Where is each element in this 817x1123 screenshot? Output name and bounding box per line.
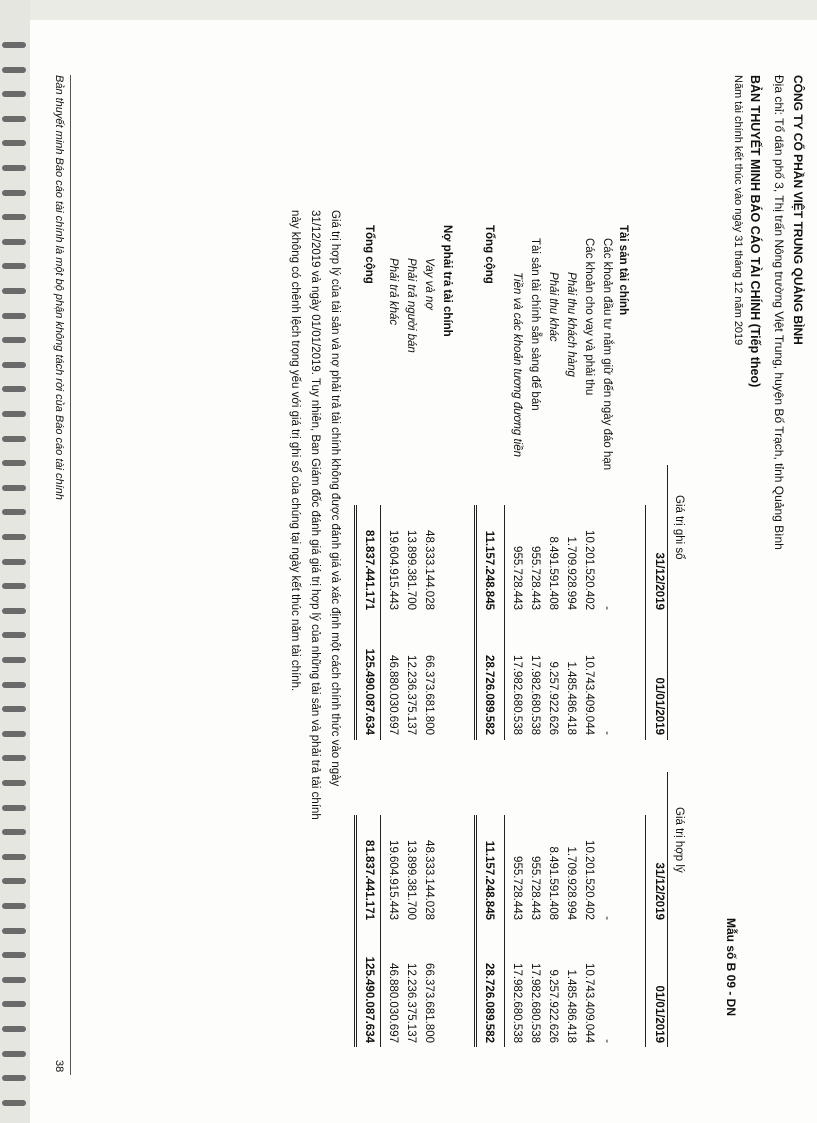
header-rule-fair (645, 815, 646, 1047)
report-title: BẢN THUYẾT MINH BÁO CÁO TÀI CHÍNH (Tiếp theo) (748, 75, 762, 388)
spiral-ring (2, 313, 26, 319)
row-label: Các khoản đầu tư nắm giữ đến ngày đáo hạn (601, 238, 613, 471)
spiral-ring (2, 928, 26, 934)
spiral-ring (2, 190, 26, 196)
spiral-ring (2, 682, 26, 688)
cell-value: 11.157.248.845 (483, 530, 495, 610)
spiral-ring (2, 952, 26, 958)
spiral-ring (2, 559, 26, 565)
row-label: Các khoản cho vay và phải thu (583, 238, 595, 396)
spiral-ring (2, 608, 26, 614)
spiral-ring (2, 854, 26, 860)
spiral-ring (2, 362, 26, 368)
row-label: Vay và nợ (423, 258, 435, 310)
spiral-ring (2, 214, 26, 220)
spiral-ring (2, 411, 26, 417)
row-label: Phải trả khác (387, 258, 399, 326)
spiral-ring (2, 780, 26, 786)
binding-spiral (0, 0, 30, 1123)
spiral-ring (2, 632, 26, 638)
spiral-ring (2, 1026, 26, 1032)
page-edge-shadow (30, 0, 817, 20)
subtotal-rule-book-2 (380, 505, 381, 740)
cell-value: 955.728.443 (529, 546, 541, 610)
spiral-ring (2, 903, 26, 909)
spiral-ring (2, 1051, 26, 1057)
form-code: Mẫu số B 09 - DN (724, 918, 738, 1017)
spiral-ring (2, 460, 26, 466)
row-label: Phải thu khác (547, 272, 559, 342)
spiral-ring (2, 706, 26, 712)
subtotal-rule-fair-2 (380, 815, 381, 1047)
cell-value: 48.333.144.028 (423, 840, 435, 920)
cell-value: 8.491.591.408 (547, 536, 559, 610)
cell-value: 28.726.089.582 (483, 655, 495, 735)
row-label: Tổng cộng (483, 225, 495, 284)
col-header-fair-2019: 31/12/2019 (653, 862, 665, 920)
cell-value: 955.728.443 (529, 856, 541, 920)
cell-value: - (601, 916, 613, 920)
col-header-fair-2018: 01/01/2019 (653, 985, 665, 1043)
header-rule-book (645, 505, 646, 740)
spiral-ring (2, 1001, 26, 1007)
cell-value: 17.982.680.538 (511, 655, 523, 735)
spiral-ring (2, 42, 26, 48)
spiral-ring (2, 829, 26, 835)
spiral-ring (2, 1075, 26, 1081)
col-header-book-2018: 01/01/2019 (653, 677, 665, 735)
spiral-ring (2, 657, 26, 663)
spiral-ring (2, 534, 26, 540)
cell-value: 9.257.922.626 (547, 969, 559, 1043)
cell-value: 10.201.520.402 (583, 530, 595, 610)
company-name: CÔNG TY CỔ PHẦN VIỆT TRUNG QUẢNG BÌNH (791, 75, 805, 345)
group-book-rule (667, 465, 668, 740)
cell-value: 17.982.680.538 (529, 655, 541, 735)
spiral-ring (2, 731, 26, 737)
row-label: Tổng cộng (363, 225, 375, 284)
spiral-ring (2, 288, 26, 294)
cell-value: 81.837.441.171 (363, 840, 375, 920)
cell-value: 125.490.087.634 (363, 648, 375, 735)
cell-value: 955.728.443 (511, 856, 523, 920)
cell-value: - (601, 1039, 613, 1043)
cell-value: 10.743.409.044 (583, 655, 595, 735)
fair-value-note: Giá trị hợp lý của tài sản và nợ phải trả tài chính không được đánh giá và xác định một cách chính thức vào ngày 31/12/2019 và ngày 01/01/2019. Tuy nhiên, Ban Giám đốc đánh giá giá trị hợp lý của những tài sản và phải trả tài chính này không có chênh lệch trọng yếu với giá trị ghi sổ của chúng tại ngày kết thúc năm tài chính. (289, 210, 341, 820)
report-period: Năm tài chính kết thúc vào ngày 31 tháng 12 năm 2019 (732, 75, 744, 346)
cell-value: 125.490.087.634 (363, 956, 375, 1043)
cell-value: 11.157.248.845 (483, 840, 495, 920)
total-rule-fair-2 (354, 815, 357, 1047)
footer-rule (70, 75, 71, 1075)
spiral-ring (2, 140, 26, 146)
company-address: Địa chỉ: Tổ dân phố 3, Thị trấn Nông trường Việt Trung, huyện Bố Trạch, tỉnh Quảng Bình (772, 75, 786, 550)
cell-value: 12.236.375.137 (405, 655, 417, 735)
cell-value: 17.982.680.538 (529, 963, 541, 1043)
cell-value: 1.709.928.994 (565, 536, 577, 610)
cell-value: 12.236.375.137 (405, 963, 417, 1043)
spiral-ring (2, 116, 26, 122)
total-rule-book-2 (354, 505, 357, 740)
spiral-ring (2, 263, 26, 269)
cell-value: 1.709.928.994 (565, 846, 577, 920)
spiral-ring (2, 67, 26, 73)
cell-value: 46.880.030.697 (387, 963, 399, 1043)
row-label: Nợ phải trả tài chính (441, 225, 453, 337)
row-label: Phải trả người bán (405, 258, 417, 353)
spiral-ring (2, 878, 26, 884)
cell-value: 81.837.441.171 (363, 530, 375, 610)
spiral-ring (2, 805, 26, 811)
spiral-ring (2, 509, 26, 515)
spiral-ring (2, 755, 26, 761)
spiral-ring (2, 239, 26, 245)
cell-value: 10.201.520.402 (583, 840, 595, 920)
row-label: Tiền và các khoản tương đương tiền (511, 272, 523, 458)
spiral-ring (2, 91, 26, 97)
cell-value: 19.604.915.443 (387, 530, 399, 610)
cell-value: 1.485.486.418 (565, 661, 577, 735)
cell-value: 10.743.409.044 (583, 963, 595, 1043)
footer-text: Bản thuyết minh Báo cáo tài chính là một bộ phận không tách rời của Báo cáo tài chính (53, 75, 65, 500)
cell-value: 1.485.486.418 (565, 969, 577, 1043)
row-label: Tài sản tài chính (617, 225, 629, 316)
spiral-ring (2, 436, 26, 442)
spiral-ring (2, 337, 26, 343)
page-number: 38 (53, 1060, 65, 1073)
cell-value: 66.373.681.800 (423, 655, 435, 735)
cell-value: 8.491.591.408 (547, 846, 559, 920)
spiral-ring (2, 977, 26, 983)
cell-value: 13.899.381.700 (405, 840, 417, 920)
cell-value: 48.333.144.028 (423, 530, 435, 610)
cell-value: 9.257.922.626 (547, 661, 559, 735)
subtotal-rule-book (504, 505, 505, 740)
spiral-ring (2, 165, 26, 171)
total-rule-fair (474, 815, 477, 1047)
spiral-ring (2, 583, 26, 589)
row-label: Tài sản tài chính sẵn sàng để bán (529, 238, 541, 411)
col-header-book-2019: 31/12/2019 (653, 552, 665, 610)
cell-value: 46.880.030.697 (387, 655, 399, 735)
cell-value: - (601, 731, 613, 735)
group-fair-rule (667, 772, 668, 1047)
document-page (30, 20, 817, 1123)
row-label: Phải thu khách hàng (565, 272, 577, 377)
cell-value: 19.604.915.443 (387, 840, 399, 920)
group-book-value: Giá trị ghi sổ (673, 495, 685, 560)
subtotal-rule-fair (504, 815, 505, 1047)
spiral-ring (2, 485, 26, 491)
spiral-ring (2, 386, 26, 392)
cell-value: 955.728.443 (511, 546, 523, 610)
cell-value: 17.982.680.538 (511, 963, 523, 1043)
total-rule-book (474, 505, 477, 740)
group-fair-value: Giá trị hợp lý (673, 807, 685, 873)
spiral-ring (2, 1100, 26, 1106)
cell-value: - (601, 606, 613, 610)
rotated-page-content (30, 20, 817, 1123)
cell-value: 13.899.381.700 (405, 530, 417, 610)
cell-value: 66.373.681.800 (423, 963, 435, 1043)
cell-value: 28.726.089.582 (483, 963, 495, 1043)
